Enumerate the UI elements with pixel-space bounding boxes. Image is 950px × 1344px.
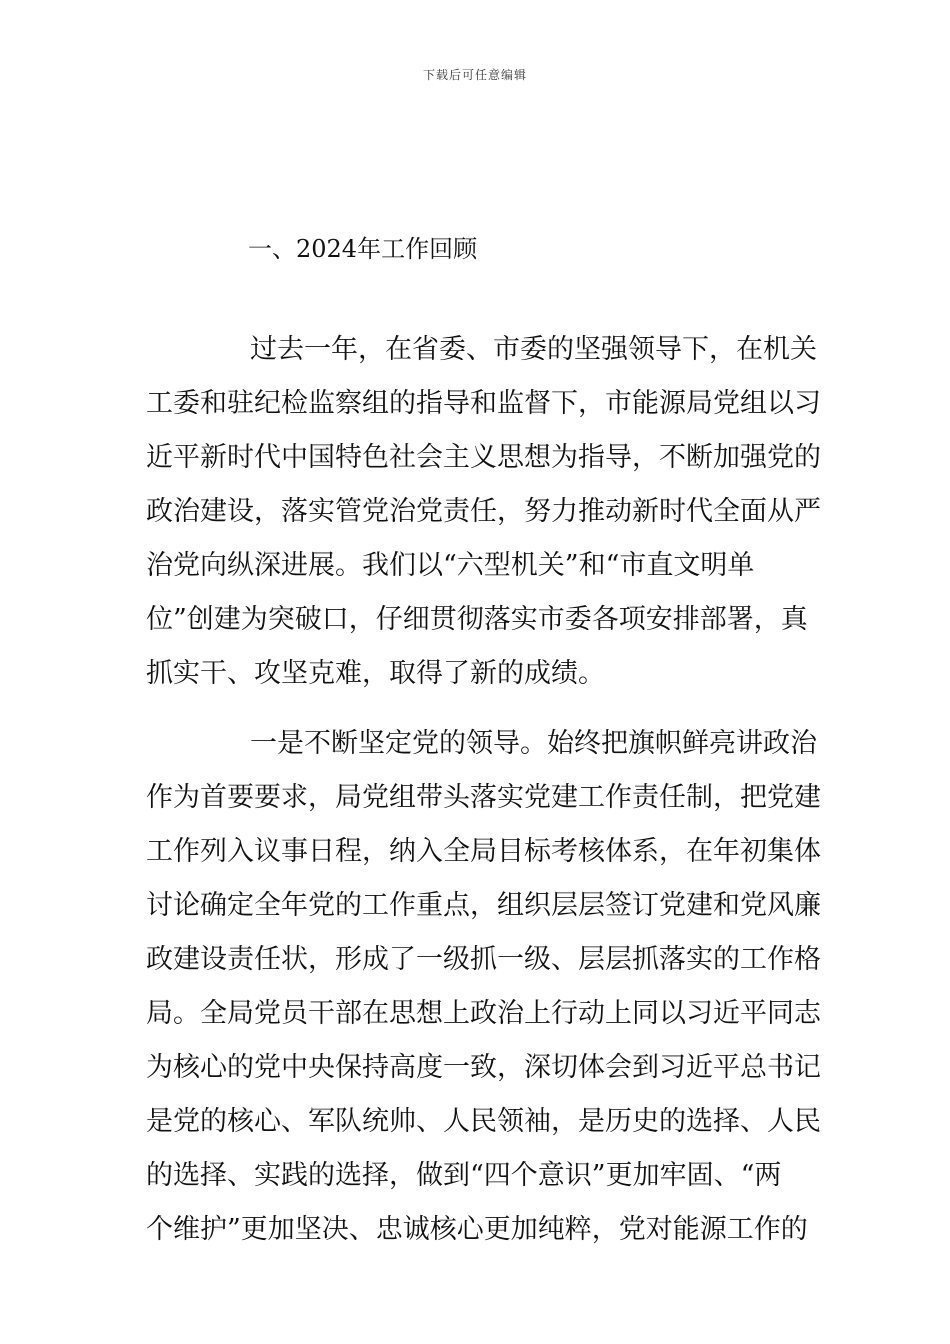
paragraph-line: 作为首要要求，局党组带头落实党建工作责任制，把党建: [146, 782, 821, 813]
paragraph-line: 的选择、实践的选择，做到“四个意识”更加牢固、“两: [146, 1160, 782, 1191]
paragraph-line: 治党向纵深进展。我们以“六型机关”和“市直文明单: [146, 550, 755, 581]
paragraph-line: 工委和驻纪检监察组的指导和监督下，市能源局党组以习: [146, 388, 821, 419]
paragraph-line: 一是不断坚定党的领导。始终把旗帜鲜亮讲政治: [250, 728, 817, 759]
paragraph-party-leadership: [146, 717, 821, 1257]
paragraph-line: 过去一年，在省委、市委的坚强领导下，在机关: [250, 334, 817, 365]
paragraph-line: 局。全局党员干部在思想上政治上行动上同以习近平同志: [146, 998, 821, 1029]
paragraph-review-intro: [146, 323, 821, 701]
section-heading: 一、2024年工作回顾: [248, 235, 478, 263]
paragraph-line: 为核心的党中央保持高度一致，深切体会到习近平总书记: [146, 1052, 821, 1083]
paragraph-line: 讨论确定全年党的工作重点，组织层层签订党建和党风廉: [146, 890, 821, 921]
paragraph-line: 政建设责任状，形成了一级抓一级、层层抓落实的工作格: [146, 944, 821, 975]
paragraph-line: 抓实干、攻坚克难，取得了新的成绩。: [146, 658, 605, 689]
paragraph-line: 工作列入议事日程，纳入全局目标考核体系，在年初集体: [146, 836, 821, 867]
paragraph-line: 是党的核心、军队统帅、人民领袖，是历史的选择、人民: [146, 1106, 821, 1137]
paragraph-line: 政治建设，落实管党治党责任，努力推动新时代全面从严: [146, 496, 821, 527]
page-header: 下载后可任意编辑: [422, 68, 527, 82]
paragraph-line: 位”创建为突破口，仔细贯彻落实市委各项安排部署，真: [146, 604, 808, 635]
paragraph-line: 个维护”更加坚决、忠诚核心更加纯粹，党对能源工作的: [146, 1214, 808, 1245]
paragraph-line: 近平新时代中国特色社会主义思想为指导，不断加强党的: [146, 442, 821, 473]
